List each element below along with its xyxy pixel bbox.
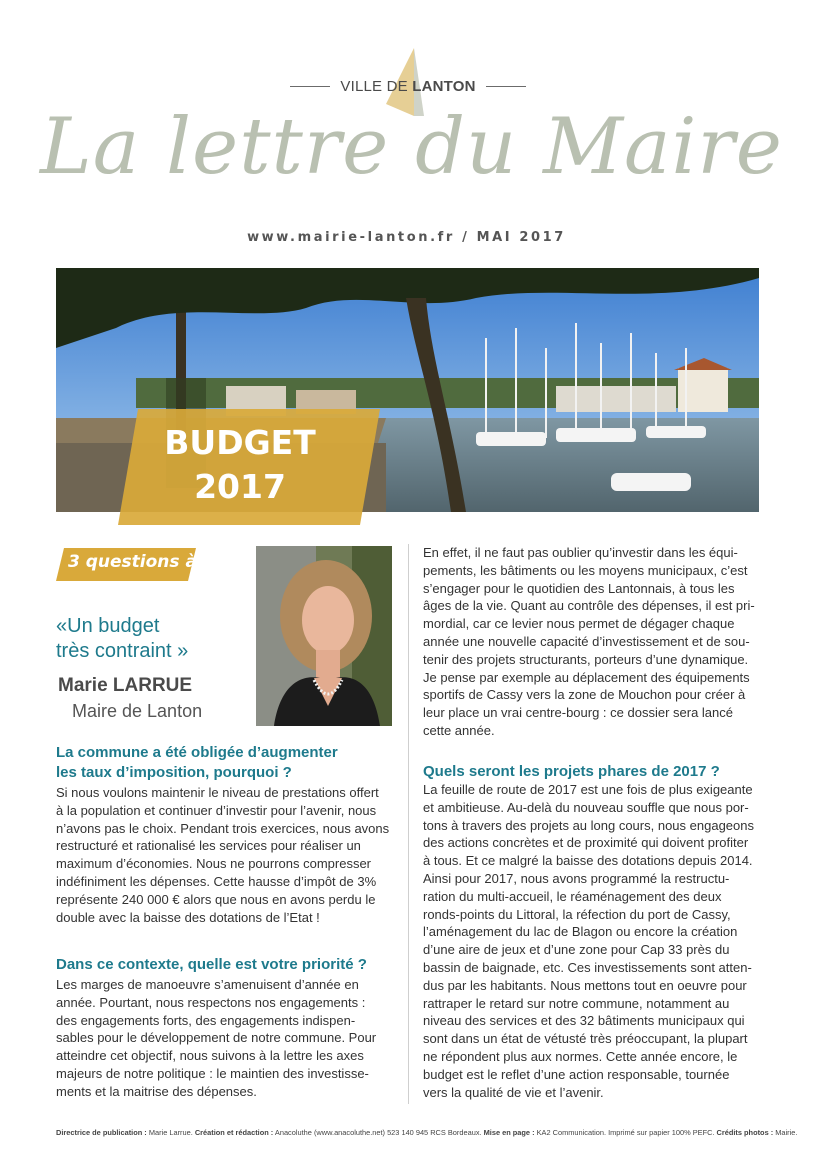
masthead [0,0,813,260]
continued-line: En effet, il ne faut pas oublier qu’investir dans les équi- [423,545,738,560]
answer-2-line: Les marges de manoeuvre s’amenuisent d’année en [56,977,359,992]
question-3 [423,762,720,782]
interview-quote [56,614,188,664]
question-1 [56,743,338,783]
continued-line: Je pense par exemple au déplacement des équipements [423,669,750,685]
credit-label: Crédits photos : [716,1128,774,1137]
projects-line: rattraper le retard sur notre commune, notamment au [423,995,730,1011]
question-2-line: Dans ce contexte, quelle est votre priorité ? [56,956,367,973]
projects-line: sont dans un état de vétusté très préoccupant, la plupart [423,1031,748,1047]
portrait-illustration [256,546,392,726]
quote-line: très contraint » [56,640,189,662]
town-brand [290,76,526,96]
budget-title [130,421,350,509]
answer-3-projects [423,870,759,1101]
credit-label: Mise en page : [483,1128,535,1137]
continued-line: cette année. [423,722,495,738]
projects-line: Ainsi pour 2017, nous avons programmé la restructu- [423,871,730,886]
answer-1-line: n’avons pas le choix. Pendant trois exercices, nous avons [56,820,390,836]
continued-line: tenir des projets structurants, porteurs d’une dynamique. [423,651,749,667]
answer-1-line: indéfiniment les dépenses. Cette hausse d’impôt de 3% [56,873,377,889]
projects-line: budget est le reflet d’une action responsable, tournée [423,1066,730,1082]
question-3-line: Quels seront les projets phares de 2017 ? [423,763,720,780]
projects-line: vers la qualité de vie et l’avenir. [423,1084,604,1100]
issue-separator: / [462,230,470,245]
continued-line: âges de la vie. Quant au contrôle des dépenses, il est pri- [423,598,755,614]
projects-line: l’aménagement du lac de Blagon ou encore la création [423,924,738,940]
credit-label: Directrice de publication : [56,1128,147,1137]
mayor-name: Marie LARRUE [58,675,193,696]
continued-line: sportifs de Cassy vers la zone de Mouchon pour créer à [423,687,746,703]
credit-value: Mairie. [773,1128,798,1137]
answer-2-line: ments et la maitrise des dépenses. [56,1083,257,1099]
answer-2-line: majeurs de notre politique : le maintien des investisse- [56,1065,369,1081]
answer-1 [56,784,394,926]
newsletter-title: La lettre du Maire [40,102,783,192]
projects-line: ration du multi-accueil, le réaménagement des deux [423,888,722,904]
credit-value: KA2 Communication. Imprimé sur papier 100% PEFC. [534,1128,717,1137]
credit-value: Marie Larrue. [146,1128,195,1137]
brand-rule-right [486,86,526,87]
answer-1-line: Si nous voulons maintenir le niveau de prestations offert [56,785,379,800]
mayor-portrait [256,546,392,726]
question-2 [56,955,367,975]
continued-line: pements, les bâtiments ou les moyens municipaux, c’est [423,562,748,578]
question-1-line: La commune a été obligée d’augmenter [56,744,338,761]
answer-1-line: maximum d’économies. Nous ne pourrons compresser [56,856,372,872]
answer-2-line: sables pour le développement de notre commune. Pour [56,1030,377,1046]
brand-rule-left [290,86,330,87]
publication-credits [56,1128,798,1137]
projects-line: d’une aire de jeux et d’une zone pour Cap 33 près du [423,942,730,958]
question-1-line: les taux d’imposition, pourquoi ? [56,764,292,781]
continued-line: s’engager pour le quotidien des Lantonnais, à tous les [423,580,735,596]
continued-line: année une nouvelle capacité d’investissement et de sou- [423,633,750,649]
answer-1-line: à la population et continuer d’investir pour l’avenir, nous [56,802,377,818]
projects-line: dus par les habitants. Nous mettons tout en oeuvre pour [423,977,747,993]
answer-1-line: restructuré et rationalisé les services pour réaliser un [56,838,361,854]
answer-2-line: des engagements forts, des engagements indispen- [56,1012,356,1028]
credit-value: Anacoluthe (www.anacoluthe.net) 523 140 945 RCS Bordeaux. [273,1128,484,1137]
website-link[interactable]: www.mairie-lanton.fr [247,230,455,245]
answer-3-line: La feuille de route de 2017 est une fois de plus exigeante [423,782,753,797]
answer-3 [423,781,759,870]
answer-3-line: à tous. Et ce malgré la baisse des dotations depuis 2014. [423,853,753,869]
budget-year: 2017 [194,467,286,506]
continued-line: mordial, car ce levier nous permet de dégager chaque [423,616,735,632]
answer-3-line: des actions concrètes et de proximité qui doivent profiter [423,835,749,851]
answer-3-line: tons à travers des projets au long cours, nous engageons [423,817,754,833]
answer-2-continued [423,544,759,740]
questions-tag: 3 questions à [68,552,197,572]
projects-line: ne répondent plus aux normes. Cette année encore, le [423,1048,738,1064]
column-divider [408,544,409,1104]
projects-line: niveau des services et des 32 bâtiments municipaux qui [423,1013,745,1029]
answer-1-line: double avec la baisse des dotations de l’Etat ! [56,909,320,925]
answer-2-line: année. Pourtant, nous respectons nos engagements : [56,994,366,1010]
quote-line: «Un budget [56,615,160,637]
budget-word: BUDGET [164,423,316,462]
answer-2-line: atteindre cet objectif, nous suivons à la lettre les axes [56,1048,364,1064]
issue-date: MAI 2017 [476,230,566,245]
answer-2 [56,976,394,1101]
town-name: VILLE DE LANTON [340,77,476,95]
continued-line: leur place un vrai centre-bourg : ce dossier sera lancé [423,705,733,721]
mayor-role: Maire de Lanton [72,701,203,721]
answer-1-line: représente 240 000 € alors que nous en avons perdu le [56,891,376,907]
issue-line [0,230,813,245]
projects-line: ronds-points du Littoral, la réfection du port de Cassy, [423,906,731,922]
credit-label: Création et rédaction : [194,1128,274,1137]
answer-3-line: et ambitieuse. Au-delà du nouveau souffle que nous por- [423,799,749,815]
projects-line: bassin de baignade, etc. Ces investissements sont atten- [423,959,752,975]
